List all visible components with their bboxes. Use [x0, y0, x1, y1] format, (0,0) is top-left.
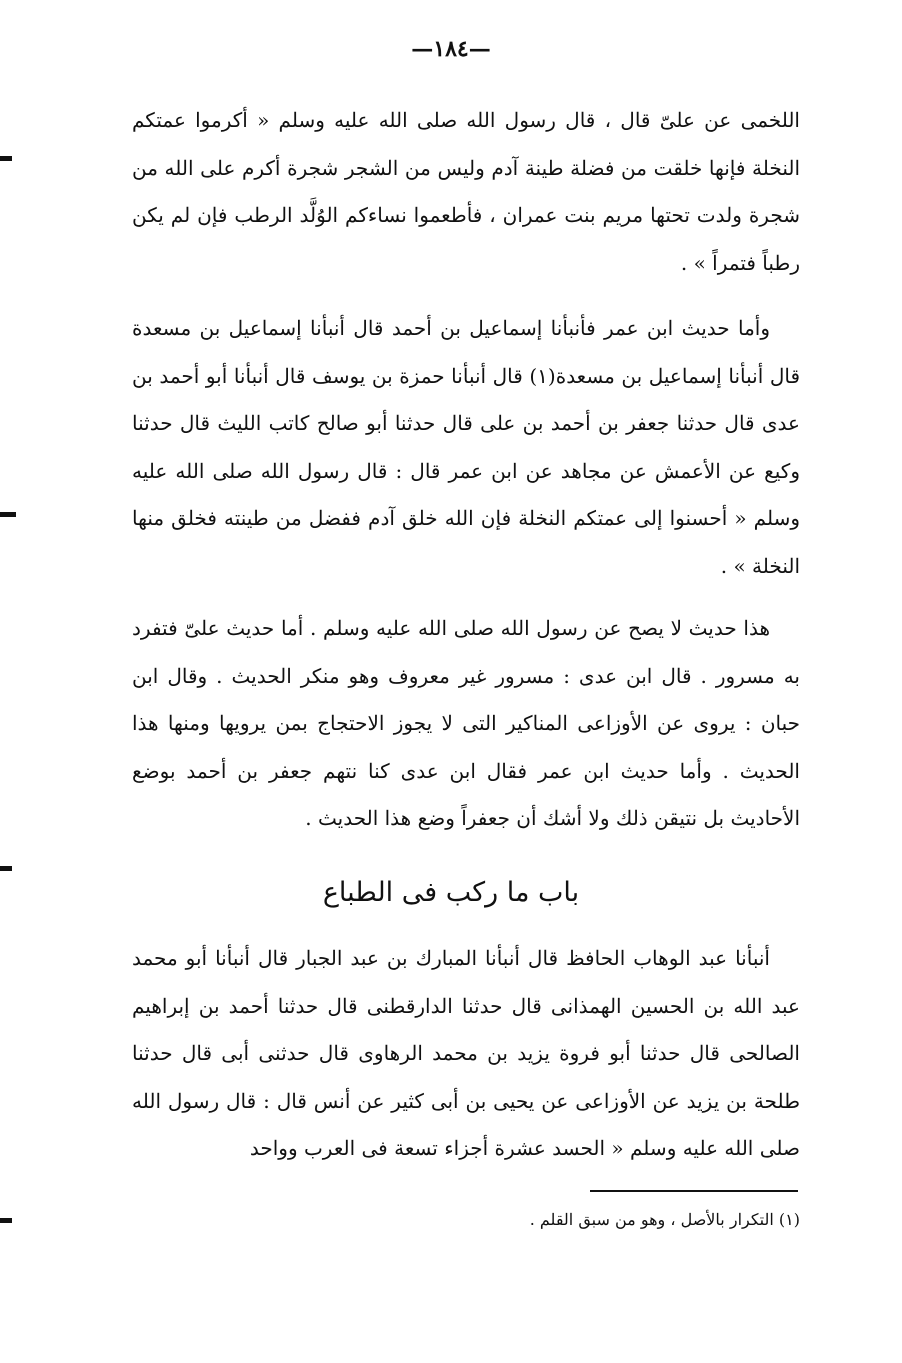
paragraph-authenticity-note	[132, 605, 800, 843]
paragraph-text: أنبأنا عبد الوهاب الحافظ قال أنبأنا المبارك بن عبد الجبار قال أنبأنا أبو محمد عبد الله بن الحسين الهمذانى قال حدثنا الدارقطنى قال حدثنا أحمد بن إبراهيم الصالحى قال حدثنا أبو فروة يزيد بن محمد الرهاوى قال حدثنى أبى قال حدثنا طلحة بن يزيد عن الأوزاعى عن يحيى بن أبى كثير عن أنس قال : قال رسول الله صلى الله عليه وسلم « الحسد عشرة أجزاء تسعة فى العرب وواحد	[132, 946, 800, 1161]
paragraph-text: هذا حديث لا يصح عن رسول الله صلى الله عليه وسلم . أما حديث علىّ فتفرد به مسرور . قال ابن عدى : مسرور غير معروف وهو منكر الحديث . وقال ابن حبان : يروى عن الأوزاعى المناكير التى لا يجوز الاحتجاج بمن يرويها ومنها هذا الحديث . وأما حديث ابن عمر فقال ابن عدى كنا نتهم جعفر بن أحمد بوضع الأحاديث بل نتيقن ذلك ولا أشك أن جعفراً وضع هذا الحديث .	[132, 616, 800, 831]
paragraph-envy-hadith	[132, 935, 800, 1173]
paragraph-text: وأما حديث ابن عمر فأنبأنا إسماعيل بن أحمد قال أنبأنا إسماعيل بن مسعدة قال أنبأنا إسماعيل بن مسعدة(١) قال أنبأنا حمزة بن يوسف قال أنبأنا أبو أحمد بن عدى قال حدثنا جعفر بن أحمد بن على قال حدثنا أبو صالح كاتب الليث قال حدثنا وكيع عن الأعمش عن مجاهد عن ابن عمر قال : قال رسول الله صلى الله عليه وسلم « أحسنوا إلى عمتكم النخلة فإن الله خلق آدم ففضل من طينته فخلق منها النخلة » .	[132, 316, 800, 578]
footnote-divider	[590, 1190, 798, 1192]
scan-edge-mark	[0, 866, 12, 871]
page-number: —١٨٤—	[411, 36, 491, 62]
section-heading: باب ما ركب فى الطباع	[322, 877, 580, 908]
paragraph-text: اللخمى عن علىّ قال ، قال رسول الله صلى الله عليه وسلم « أكرموا عمتكم النخلة فإنها خلقت من فضلة طينة آدم وليس من الشجر شجرة أكرم على الله من شجرة ولدت تحتها مريم بنت عمران ، فأطعموا نساءكم الوُلَّد الرطب فإن لم يكن رطباً فتمراً » .	[132, 108, 801, 275]
scan-edge-mark	[0, 1218, 12, 1223]
scan-edge-mark	[0, 512, 16, 517]
paragraph-palm-hadith	[132, 97, 800, 287]
scan-edge-mark	[0, 156, 12, 161]
footnote: (١) التكرار بالأصل ، وهو من سبق القلم .	[529, 1210, 800, 1229]
paragraph-ibn-umar-chain	[132, 305, 800, 591]
